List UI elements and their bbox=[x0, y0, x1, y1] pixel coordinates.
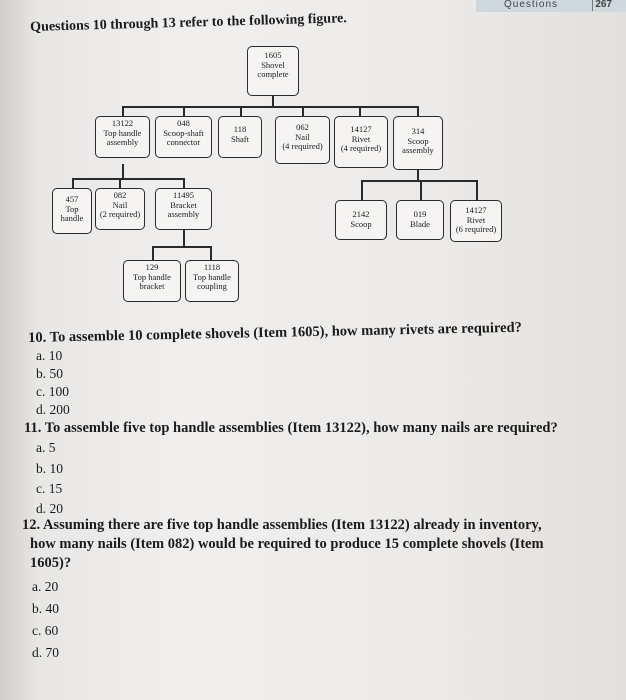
connector bbox=[122, 164, 124, 178]
item-1118-top-handle-coupling: 1118 Top handle coupling bbox=[185, 260, 239, 302]
item-1605-shovel: 1605 Shovel complete bbox=[247, 46, 299, 96]
connector bbox=[119, 178, 121, 188]
item-129-top-handle-bracket: 129 Top handle bracket bbox=[123, 260, 181, 302]
connector bbox=[72, 178, 74, 188]
connector bbox=[272, 96, 274, 106]
question-11: 11. To assemble five top handle assemblies (Item 13122), how many nails are required? bbox=[24, 420, 558, 436]
question-10-option-c: c. 100 bbox=[36, 384, 69, 399]
item-457-top-handle: 457 Top handle bbox=[52, 188, 92, 234]
question-11-option-b: b. 10 bbox=[36, 461, 63, 476]
question-10-option-d: d. 200 bbox=[36, 402, 70, 417]
figure-intro: Questions 10 through 13 refer to the following figure. bbox=[30, 11, 347, 35]
page-header bbox=[476, 0, 626, 12]
question-10: 10. To assemble 10 complete shovels (Item 1605), how many rivets are required? bbox=[28, 319, 523, 346]
question-11-option-d: d. 20 bbox=[36, 501, 63, 516]
question-12-option-c: c. 60 bbox=[32, 623, 59, 638]
question-12-option-a: a. 20 bbox=[32, 579, 59, 594]
connector bbox=[152, 246, 210, 248]
header-divider bbox=[592, 0, 593, 11]
question-12-option-b: b. 40 bbox=[32, 601, 59, 616]
connector bbox=[417, 170, 419, 180]
connector bbox=[183, 106, 185, 116]
question-10-option-b: b. 50 bbox=[36, 366, 63, 381]
question-12-line-3: 1605)? bbox=[30, 555, 72, 571]
header-section: Questions bbox=[504, 0, 559, 10]
item-314-scoop-assembly: 314 Scoop assembly bbox=[393, 116, 443, 170]
connector bbox=[210, 246, 212, 260]
question-12-line-1: 12. Assuming there are five top handle assemblies (Item 13122) already in inventory, bbox=[22, 517, 542, 533]
question-11-option-a: a. 5 bbox=[36, 440, 56, 455]
connector bbox=[240, 106, 242, 116]
item-13122-top-handle-assembly: 13122 Top handle assembly bbox=[95, 116, 150, 158]
item-2142-scoop: 2142 Scoop bbox=[335, 200, 387, 240]
connector bbox=[152, 246, 154, 260]
item-062-nail: 062 Nail (4 required) bbox=[275, 116, 330, 164]
page-number: 267 bbox=[595, 0, 612, 10]
question-12-line-2: how many nails (Item 082) would be required to produce 15 complete shovels (Item bbox=[30, 536, 544, 552]
connector bbox=[417, 106, 419, 116]
connector bbox=[72, 178, 183, 180]
item-082-nail: 082 Nail (2 required) bbox=[95, 188, 145, 230]
question-10-option-a: a. 10 bbox=[36, 348, 63, 363]
item-118-shaft: 118 Shaft bbox=[218, 116, 262, 158]
connector bbox=[122, 106, 124, 116]
item-019-blade: 019 Blade bbox=[396, 200, 444, 240]
item-11495-bracket-assembly: 11495 Bracket assembly bbox=[155, 188, 212, 230]
connector bbox=[361, 180, 363, 200]
item-14127-rivet-scoop: 14127 Rivet (6 required) bbox=[450, 200, 502, 242]
connector bbox=[122, 106, 417, 108]
connector bbox=[361, 180, 476, 182]
item-048-scoop-shaft-connector: 048 Scoop-shaft connector bbox=[155, 116, 212, 158]
question-12-option-d: d. 70 bbox=[32, 645, 59, 660]
connector bbox=[183, 178, 185, 188]
connector bbox=[359, 106, 361, 116]
connector bbox=[420, 180, 422, 200]
connector bbox=[476, 180, 478, 200]
connector bbox=[302, 106, 304, 116]
item-14127-rivet: 14127 Rivet (4 required) bbox=[334, 116, 388, 168]
connector bbox=[183, 230, 185, 246]
question-11-option-c: c. 15 bbox=[36, 481, 63, 496]
